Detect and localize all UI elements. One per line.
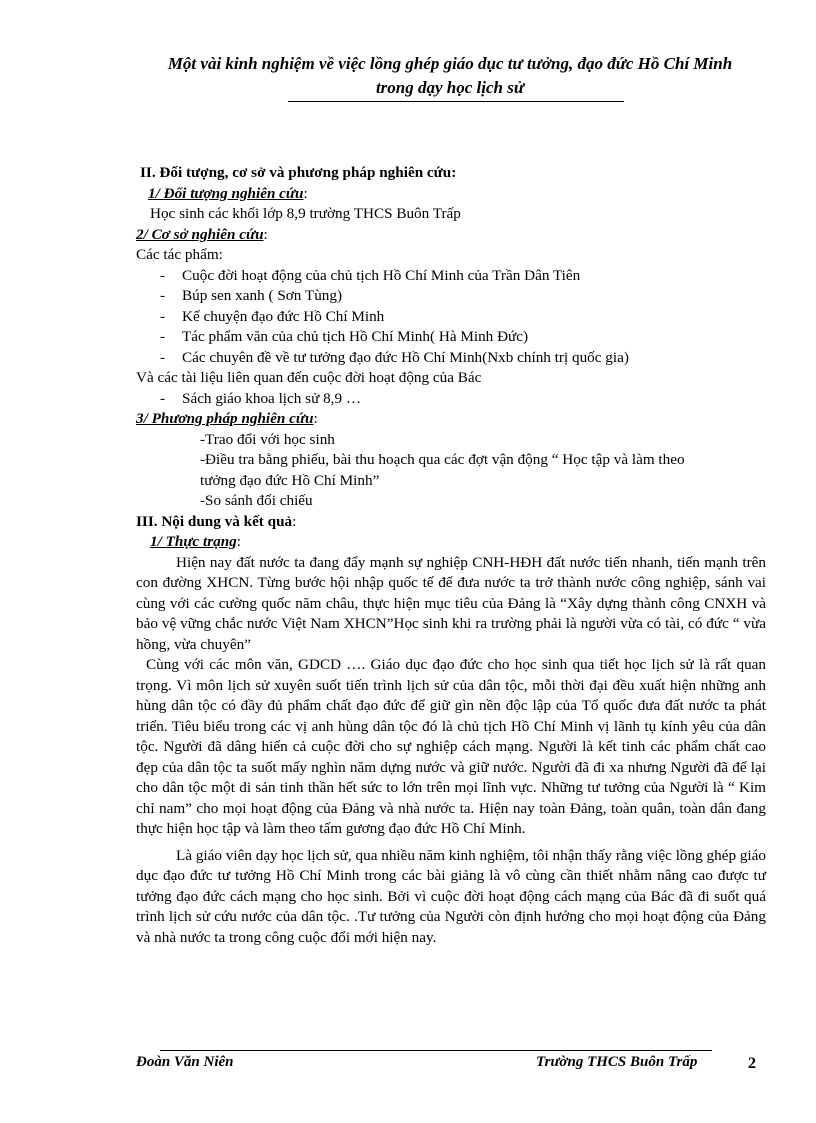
subsection-basis-heading — [136, 225, 766, 246]
colon: : — [303, 184, 308, 202]
bullet-dash: - — [160, 328, 166, 345]
list-item-text: Các chuyên đề về tư tưởng đạo đức Hồ Chí Minh(Nxb chính trị quốc gia) — [182, 348, 629, 366]
bullet-dash: - — [160, 307, 166, 325]
header-title-line1: Một vài kinh nghiệm về việc lồng ghép giáo dục tư tưởng, đạo đức Hồ Chí Minh — [167, 54, 733, 73]
subsection-status-title: 1/ Thực trạng — [150, 533, 237, 550]
related-documents-text: Và các tài liệu liên quan đến cuộc đời hoạt động của Bác — [136, 369, 482, 386]
subsection-status-heading — [136, 532, 766, 553]
works-intro: Các tác phẩm: — [136, 246, 223, 263]
subsection-objects-title: 1/ Đối tượng nghiên cứu — [148, 184, 304, 202]
subsection-basis-title: 2/ Cơ sở nghiên cứu — [136, 225, 264, 243]
colon: : — [313, 410, 318, 427]
method-item-continuation: tưởng đạo đức Hồ Chí Minh” — [200, 471, 380, 489]
list-item-text: Cuộc đời hoạt động của chủ tịch Hồ Chí Minh của Trần Dân Tiên — [182, 266, 581, 284]
list-item — [136, 327, 766, 348]
subsection-methods-heading — [136, 409, 766, 430]
bullet-dash: - — [160, 287, 166, 304]
document-body — [136, 163, 766, 948]
bullet-dash: - — [160, 266, 166, 284]
colon: : — [292, 512, 297, 530]
header-title-line2: trong dạy học lịch sử — [375, 78, 525, 97]
method-item: -Trao đổi với học sinh — [200, 430, 335, 448]
list-item-text: Búp sen xanh ( Sơn Tùng) — [182, 287, 343, 304]
paragraph-teacher-experience: Là giáo viên dạy học lịch sử, qua nhiều năm kinh nghiệm, tôi nhận thấy rằng việc lồng ghép giáo dục đạo đức tư tưởng Hồ Chí Minh trong các bài giảng là vô cùng cần thiết nhằm nâng cao được tư tưởng đạo đức cách mạng cho học sinh. Bởi vì cuộc đời hoạt động cách mạng của Bác đã đi suốt quá trình lịch sử cứu nước của dân tộc. .Tư tưởng của Người còn định hướng cho mọi hoạt động của Đảng và nhà nước ta trong công cuộc đổi mới hiện nay. — [136, 846, 766, 946]
list-item-text: Sách giáo khoa lịch sử 8,9 … — [182, 389, 362, 407]
list-item — [136, 307, 766, 328]
footer-author: Đoàn Văn Niên — [136, 1054, 234, 1070]
list-item — [136, 266, 766, 287]
method-item: -Điều tra bằng phiếu, bài thu hoạch qua các đợt vận động “ Học tập và làm theo — [200, 451, 685, 468]
footer-divider — [160, 1050, 712, 1051]
bullet-dash: - — [160, 389, 166, 407]
list-item — [136, 286, 766, 307]
page-number: 2 — [748, 1055, 756, 1072]
research-objects-text: Học sinh các khối lớp 8,9 trường THCS Buôn Trấp — [150, 205, 461, 222]
list-item-text: Kể chuyện đạo đức Hồ Chí Minh — [182, 307, 385, 325]
paragraph-current-situation: Hiện nay đất nước ta đang đẩy mạnh sự nghiệp CNH-HĐH đất nước tiến nhanh, tiến mạnh trên con đường XHCN. Từng bước hội nhập quốc tế để đưa nước ta trở thành nước công nghiệp, sánh vai cùng với các cường quốc năm châu, thực hiện mục tiêu của Đảng là “Xây dựng thành công CNXH và bảo vệ vững chắc nước Việt Nam XHCN”Học sinh khi ra trường phải là người vừa có tài, có đức “ vừa hồng, vừa chuyên” — [136, 553, 766, 653]
bullet-dash: - — [160, 348, 166, 366]
paragraph-history-education: Cùng với các môn văn, GDCD …. Giáo dục đạo đức cho học sinh qua tiết học lịch sử là rất quan trọng. Vì môn lịch sử xuyên suốt tiến trình lịch sử của dân tộc, mỗi thời đại đều xuất hiện những anh hùng dân tộc có đầy đủ phẩm chất đạo đức để giữ gìn nền độc lập của Tổ quốc đưa đất nước ta phát triển. Tiêu biểu trong các vị anh hùng dân tộc đó là chủ tịch Hồ Chí Minh vị lãnh tụ kính yêu của dân tộc. Người đã dâng hiến cả cuộc đời cho sự nghiệp cách mạng. Người là kết tinh các phẩm chất cao đẹp của dân tộc ta suốt mấy nghìn năm dựng nước và giữ nước. Người đã đi xa nhưng Người đã để lại cho dân tộc một di sản tinh thần hết sức to lớn trên mọi lĩnh vực. Những tư tưởng của Người là “ Kim chỉ nam” cho mọi hoạt động của Đảng và nhà nước ta. Hiện nay toàn Đảng, toàn quân, toàn dân đang thực hiện học tập và làm theo tấm gương đạo đức Hồ Chí Minh. — [136, 656, 766, 837]
list-item — [136, 389, 766, 410]
header-divider — [288, 101, 624, 102]
section-3-heading — [136, 512, 766, 533]
document-header-title — [120, 52, 780, 100]
colon: : — [236, 533, 241, 550]
section-3-title: III. Nội dung và kết quả — [136, 512, 293, 530]
subsection-objects-heading — [136, 184, 766, 205]
list-item — [136, 348, 766, 369]
colon: : — [263, 225, 268, 243]
list-item-text: Tác phẩm văn của chủ tịch Hồ Chí Minh( Hà Minh Đức) — [182, 328, 529, 345]
footer-school: Trường THCS Buôn Trấp — [536, 1054, 698, 1070]
method-item: -So sánh đối chiếu — [200, 492, 313, 509]
section-2-heading: II. Đối tượng, cơ sở và phương pháp nghiên cứu: — [140, 164, 457, 181]
subsection-methods-title: 3/ Phương pháp nghiên cứu — [136, 410, 314, 427]
